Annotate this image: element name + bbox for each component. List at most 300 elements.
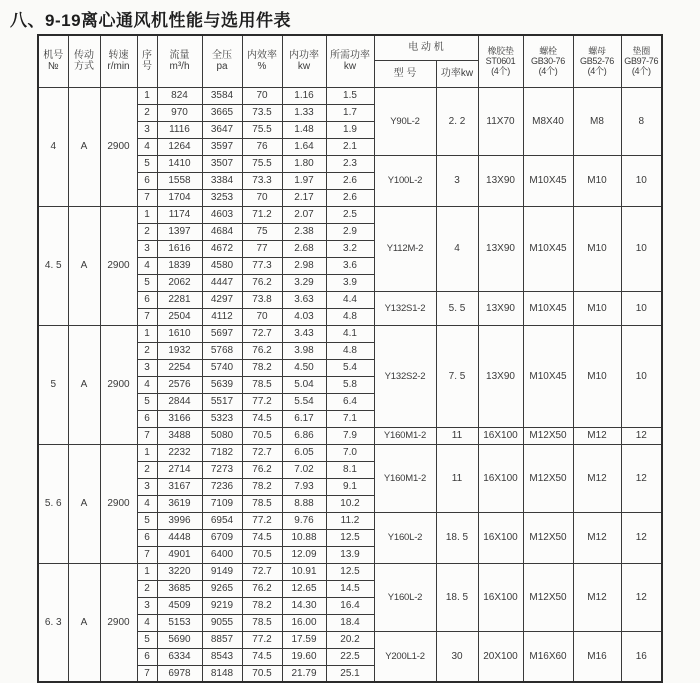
cell-pad: 13X90: [478, 291, 523, 325]
cell-eff: 70: [242, 87, 282, 104]
cell-power: 6.05: [282, 444, 326, 461]
cell-req: 12.5: [326, 563, 374, 580]
table-row: [38, 87, 662, 104]
cell-req: 20.2: [326, 631, 374, 648]
cell-pressure: 6400: [202, 546, 242, 563]
cell-power: 10.91: [282, 563, 326, 580]
cell-pressure: 7109: [202, 495, 242, 512]
cell-power: 2.38: [282, 223, 326, 240]
cell-eff: 73.5: [242, 104, 282, 121]
cell-power: 2.17: [282, 189, 326, 206]
cell-flow: 4901: [157, 546, 202, 563]
cell-washer: 12: [621, 427, 662, 444]
cell-eff: 72.7: [242, 563, 282, 580]
cell-eff: 76.2: [242, 580, 282, 597]
cell-kw: 5. 5: [436, 291, 478, 325]
cell-drive: A: [68, 444, 100, 563]
cell-req: 4.8: [326, 308, 374, 325]
cell-kw: 11: [436, 427, 478, 444]
cell-power: 1.33: [282, 104, 326, 121]
cell-washer: 12: [621, 444, 662, 512]
cell-power: 4.03: [282, 308, 326, 325]
cell-seq: 4: [137, 495, 157, 512]
cell-model: Y160M1-2: [374, 427, 436, 444]
cell-eff: 78.2: [242, 478, 282, 495]
cell-pressure: 3665: [202, 104, 242, 121]
cell-req: 1.7: [326, 104, 374, 121]
cell-seq: 6: [137, 529, 157, 546]
cell-seq: 7: [137, 308, 157, 325]
cell-eff: 72.7: [242, 325, 282, 342]
cell-eff: 74.5: [242, 648, 282, 665]
cell-drive: A: [68, 325, 100, 444]
cell-nut: M10: [573, 155, 621, 206]
cell-power: 7.02: [282, 461, 326, 478]
cell-pressure: 4297: [202, 291, 242, 308]
cell-flow: 2714: [157, 461, 202, 478]
cell-pressure: 5517: [202, 393, 242, 410]
cell-pad: 16X100: [478, 512, 523, 563]
cell-flow: 3996: [157, 512, 202, 529]
cell-speed: 2900: [100, 444, 137, 563]
cell-power: 3.29: [282, 274, 326, 291]
cell-eff: 75: [242, 223, 282, 240]
cell-kw: 18. 5: [436, 512, 478, 563]
header-speed: 转速 r/min: [100, 35, 137, 87]
performance-table: [37, 34, 663, 683]
cell-bolt: M12X50: [523, 563, 573, 631]
cell-pressure: 3253: [202, 189, 242, 206]
cell-req: 2.9: [326, 223, 374, 240]
cell-power: 8.88: [282, 495, 326, 512]
cell-power: 2.98: [282, 257, 326, 274]
cell-pressure: 5768: [202, 342, 242, 359]
header-motor-group: 电 动 机: [374, 35, 478, 60]
cell-seq: 3: [137, 240, 157, 257]
cell-flow: 1397: [157, 223, 202, 240]
cell-eff: 76.2: [242, 342, 282, 359]
cell-req: 22.5: [326, 648, 374, 665]
cell-power: 5.04: [282, 376, 326, 393]
cell-pressure: 7182: [202, 444, 242, 461]
header-req: 所需功率 kw: [326, 35, 374, 87]
cell-power: 16.00: [282, 614, 326, 631]
cell-nut: M10: [573, 325, 621, 427]
cell-washer: 16: [621, 631, 662, 682]
cell-pressure: 4603: [202, 206, 242, 223]
cell-bolt: M10X45: [523, 155, 573, 206]
cell-kw: 11: [436, 444, 478, 512]
header-no: 机号 №: [38, 35, 68, 87]
cell-seq: 6: [137, 648, 157, 665]
cell-seq: 2: [137, 104, 157, 121]
cell-pad: 16X100: [478, 444, 523, 512]
cell-pressure: 5740: [202, 359, 242, 376]
cell-seq: 7: [137, 189, 157, 206]
cell-washer: 8: [621, 87, 662, 155]
cell-req: 4.4: [326, 291, 374, 308]
cell-req: 16.4: [326, 597, 374, 614]
cell-power: 1.48: [282, 121, 326, 138]
cell-req: 2.6: [326, 189, 374, 206]
cell-eff: 77.2: [242, 393, 282, 410]
cell-pressure: 3597: [202, 138, 242, 155]
cell-pressure: 7273: [202, 461, 242, 478]
cell-req: 9.1: [326, 478, 374, 495]
cell-flow: 3220: [157, 563, 202, 580]
cell-seq: 2: [137, 461, 157, 478]
cell-power: 21.79: [282, 665, 326, 682]
cell-power: 10.88: [282, 529, 326, 546]
header-drive: 传动 方式: [68, 35, 100, 87]
page-title: 八、9-19离心通风机性能与选用件表: [10, 11, 292, 30]
cell-pad: 13X90: [478, 325, 523, 427]
cell-nut: M12: [573, 512, 621, 563]
cell-flow: 5690: [157, 631, 202, 648]
cell-req: 13.9: [326, 546, 374, 563]
cell-seq: 7: [137, 546, 157, 563]
cell-washer: 10: [621, 325, 662, 427]
cell-seq: 3: [137, 597, 157, 614]
cell-req: 3.2: [326, 240, 374, 257]
cell-flow: 4448: [157, 529, 202, 546]
cell-req: 5.8: [326, 376, 374, 393]
cell-flow: 2844: [157, 393, 202, 410]
cell-req: 18.4: [326, 614, 374, 631]
cell-req: 1.5: [326, 87, 374, 104]
cell-pad: 11X70: [478, 87, 523, 155]
cell-seq: 5: [137, 512, 157, 529]
cell-eff: 74.5: [242, 410, 282, 427]
cell-bolt: M10X45: [523, 325, 573, 427]
cell-seq: 4: [137, 376, 157, 393]
header-eff: 内效率 %: [242, 35, 282, 87]
cell-model: Y132S2-2: [374, 325, 436, 427]
cell-req: 7.0: [326, 444, 374, 461]
cell-power: 12.65: [282, 580, 326, 597]
cell-eff: 70: [242, 189, 282, 206]
cell-flow: 1610: [157, 325, 202, 342]
cell-flow: 1174: [157, 206, 202, 223]
cell-speed: 2900: [100, 563, 137, 682]
cell-seq: 4: [137, 138, 157, 155]
cell-seq: 1: [137, 206, 157, 223]
cell-seq: 1: [137, 563, 157, 580]
cell-flow: 3166: [157, 410, 202, 427]
cell-req: 6.4: [326, 393, 374, 410]
cell-seq: 3: [137, 359, 157, 376]
cell-nut: M12: [573, 444, 621, 512]
cell-flow: 970: [157, 104, 202, 121]
header-power: 内功率 kw: [282, 35, 326, 87]
cell-washer: 12: [621, 563, 662, 631]
cell-model: Y90L-2: [374, 87, 436, 155]
header-motor-kw: 功率kw: [436, 60, 478, 87]
cell-flow: 2254: [157, 359, 202, 376]
cell-req: 10.2: [326, 495, 374, 512]
cell-no: 6. 3: [38, 563, 68, 682]
cell-power: 3.43: [282, 325, 326, 342]
cell-bolt: M8X40: [523, 87, 573, 155]
cell-power: 3.63: [282, 291, 326, 308]
cell-seq: 1: [137, 325, 157, 342]
cell-no: 5: [38, 325, 68, 444]
cell-eff: 77: [242, 240, 282, 257]
cell-power: 14.30: [282, 597, 326, 614]
cell-kw: 2. 2: [436, 87, 478, 155]
cell-no: 4: [38, 87, 68, 206]
cell-pressure: 6709: [202, 529, 242, 546]
cell-eff: 77.2: [242, 631, 282, 648]
cell-req: 14.5: [326, 580, 374, 597]
cell-flow: 2576: [157, 376, 202, 393]
cell-seq: 6: [137, 291, 157, 308]
cell-power: 12.09: [282, 546, 326, 563]
cell-req: 12.5: [326, 529, 374, 546]
cell-power: 1.16: [282, 87, 326, 104]
cell-req: 11.2: [326, 512, 374, 529]
cell-bolt: M10X45: [523, 206, 573, 291]
cell-pad: 16X100: [478, 427, 523, 444]
cell-req: 2.1: [326, 138, 374, 155]
cell-nut: M12: [573, 563, 621, 631]
table-header: [38, 35, 662, 87]
cell-eff: 76: [242, 138, 282, 155]
cell-pressure: 4580: [202, 257, 242, 274]
cell-pressure: 3647: [202, 121, 242, 138]
cell-seq: 5: [137, 393, 157, 410]
cell-req: 4.1: [326, 325, 374, 342]
cell-flow: 824: [157, 87, 202, 104]
cell-model: Y160L-2: [374, 512, 436, 563]
cell-pressure: 9149: [202, 563, 242, 580]
cell-seq: 6: [137, 172, 157, 189]
cell-power: 4.50: [282, 359, 326, 376]
cell-req: 2.6: [326, 172, 374, 189]
cell-eff: 77.2: [242, 512, 282, 529]
header-row-1: [38, 35, 662, 60]
cell-power: 7.93: [282, 478, 326, 495]
cell-power: 2.07: [282, 206, 326, 223]
table-row: [38, 563, 662, 580]
cell-flow: 2504: [157, 308, 202, 325]
table-row: [38, 325, 662, 342]
cell-nut: M8: [573, 87, 621, 155]
cell-speed: 2900: [100, 87, 137, 206]
cell-pressure: 9219: [202, 597, 242, 614]
cell-pressure: 3584: [202, 87, 242, 104]
cell-power: 2.68: [282, 240, 326, 257]
cell-flow: 2281: [157, 291, 202, 308]
cell-pressure: 8543: [202, 648, 242, 665]
cell-pressure: 5697: [202, 325, 242, 342]
cell-flow: 2232: [157, 444, 202, 461]
header-motor-model: 型 号: [374, 60, 436, 87]
cell-pressure: 4672: [202, 240, 242, 257]
cell-eff: 72.7: [242, 444, 282, 461]
cell-model: Y160L-2: [374, 563, 436, 631]
cell-flow: 6978: [157, 665, 202, 682]
cell-eff: 75.5: [242, 155, 282, 172]
cell-speed: 2900: [100, 206, 137, 325]
cell-power: 17.59: [282, 631, 326, 648]
cell-power: 6.86: [282, 427, 326, 444]
cell-power: 1.80: [282, 155, 326, 172]
cell-power: 6.17: [282, 410, 326, 427]
cell-eff: 73.3: [242, 172, 282, 189]
cell-seq: 2: [137, 342, 157, 359]
cell-eff: 74.5: [242, 529, 282, 546]
table-body: [38, 87, 662, 682]
cell-drive: A: [68, 563, 100, 682]
cell-model: Y160M1-2: [374, 444, 436, 512]
header-seq: 序 号: [137, 35, 157, 87]
header-bolt: 螺栓 GB30-76 (4个): [523, 35, 573, 87]
cell-req: 7.1: [326, 410, 374, 427]
cell-seq: 1: [137, 444, 157, 461]
cell-eff: 76.2: [242, 274, 282, 291]
cell-pressure: 8148: [202, 665, 242, 682]
table-row: [38, 206, 662, 223]
cell-seq: 4: [137, 257, 157, 274]
cell-pressure: 7236: [202, 478, 242, 495]
cell-pad: 16X100: [478, 563, 523, 631]
cell-power: 1.64: [282, 138, 326, 155]
cell-eff: 78.5: [242, 495, 282, 512]
cell-pressure: 5323: [202, 410, 242, 427]
cell-seq: 2: [137, 580, 157, 597]
cell-eff: 73.8: [242, 291, 282, 308]
cell-seq: 5: [137, 155, 157, 172]
cell-kw: 30: [436, 631, 478, 682]
cell-nut: M16: [573, 631, 621, 682]
table-row: [38, 444, 662, 461]
cell-speed: 2900: [100, 325, 137, 444]
cell-pressure: 4684: [202, 223, 242, 240]
cell-flow: 5153: [157, 614, 202, 631]
cell-model: Y200L1-2: [374, 631, 436, 682]
cell-seq: 7: [137, 427, 157, 444]
cell-eff: 78.5: [242, 614, 282, 631]
cell-req: 1.9: [326, 121, 374, 138]
cell-eff: 78.2: [242, 359, 282, 376]
cell-seq: 2: [137, 223, 157, 240]
cell-seq: 3: [137, 121, 157, 138]
cell-eff: 78.5: [242, 376, 282, 393]
cell-req: 2.5: [326, 206, 374, 223]
header-nut: 螺母 GB52-76 (4个): [573, 35, 621, 87]
cell-kw: 4: [436, 206, 478, 291]
cell-eff: 75.5: [242, 121, 282, 138]
cell-seq: 4: [137, 614, 157, 631]
cell-flow: 3167: [157, 478, 202, 495]
cell-eff: 78.2: [242, 597, 282, 614]
cell-seq: 5: [137, 631, 157, 648]
cell-kw: 3: [436, 155, 478, 206]
cell-power: 19.60: [282, 648, 326, 665]
cell-pressure: 3384: [202, 172, 242, 189]
cell-no: 5. 6: [38, 444, 68, 563]
cell-pad: 13X90: [478, 206, 523, 291]
cell-drive: A: [68, 206, 100, 325]
cell-washer: 10: [621, 206, 662, 291]
cell-flow: 1704: [157, 189, 202, 206]
cell-washer: 10: [621, 155, 662, 206]
cell-eff: 70.5: [242, 665, 282, 682]
cell-eff: 70.5: [242, 427, 282, 444]
cell-pressure: 9265: [202, 580, 242, 597]
cell-flow: 1558: [157, 172, 202, 189]
cell-model: Y112M-2: [374, 206, 436, 291]
cell-req: 3.9: [326, 274, 374, 291]
cell-model: Y100L-2: [374, 155, 436, 206]
cell-pressure: 4112: [202, 308, 242, 325]
cell-nut: M10: [573, 206, 621, 291]
cell-bolt: M12X50: [523, 427, 573, 444]
cell-eff: 77.3: [242, 257, 282, 274]
cell-flow: 3619: [157, 495, 202, 512]
cell-seq: 1: [137, 87, 157, 104]
cell-seq: 6: [137, 410, 157, 427]
cell-kw: 18. 5: [436, 563, 478, 631]
cell-flow: 1616: [157, 240, 202, 257]
cell-no: 4. 5: [38, 206, 68, 325]
cell-flow: 2062: [157, 274, 202, 291]
cell-washer: 10: [621, 291, 662, 325]
cell-bolt: M16X60: [523, 631, 573, 682]
cell-req: 5.4: [326, 359, 374, 376]
cell-eff: 76.2: [242, 461, 282, 478]
cell-kw: 7. 5: [436, 325, 478, 427]
cell-req: 3.6: [326, 257, 374, 274]
cell-pad: 13X90: [478, 155, 523, 206]
cell-nut: M10: [573, 291, 621, 325]
cell-req: 25.1: [326, 665, 374, 682]
cell-bolt: M12X50: [523, 512, 573, 563]
cell-washer: 12: [621, 512, 662, 563]
header-flow: 流量 m³/h: [157, 35, 202, 87]
cell-power: 9.76: [282, 512, 326, 529]
cell-pad: 20X100: [478, 631, 523, 682]
cell-req: 8.1: [326, 461, 374, 478]
cell-flow: 1410: [157, 155, 202, 172]
cell-pressure: 5080: [202, 427, 242, 444]
cell-flow: 1264: [157, 138, 202, 155]
cell-pressure: 5639: [202, 376, 242, 393]
cell-pressure: 6954: [202, 512, 242, 529]
cell-req: 4.8: [326, 342, 374, 359]
cell-flow: 1839: [157, 257, 202, 274]
cell-power: 3.98: [282, 342, 326, 359]
cell-flow: 3685: [157, 580, 202, 597]
cell-nut: M12: [573, 427, 621, 444]
cell-bolt: M12X50: [523, 444, 573, 512]
cell-drive: A: [68, 87, 100, 206]
cell-eff: 70: [242, 308, 282, 325]
header-washer: 垫圈 GB97-76 (4个): [621, 35, 662, 87]
cell-seq: 5: [137, 274, 157, 291]
cell-bolt: M10X45: [523, 291, 573, 325]
header-pressure: 全压 pa: [202, 35, 242, 87]
header-pad: 橡胶垫 ST0601 (4个): [478, 35, 523, 87]
cell-flow: 3488: [157, 427, 202, 444]
cell-req: 7.9: [326, 427, 374, 444]
cell-model: Y132S1-2: [374, 291, 436, 325]
cell-flow: 1116: [157, 121, 202, 138]
cell-eff: 71.2: [242, 206, 282, 223]
cell-power: 1.97: [282, 172, 326, 189]
cell-flow: 1932: [157, 342, 202, 359]
